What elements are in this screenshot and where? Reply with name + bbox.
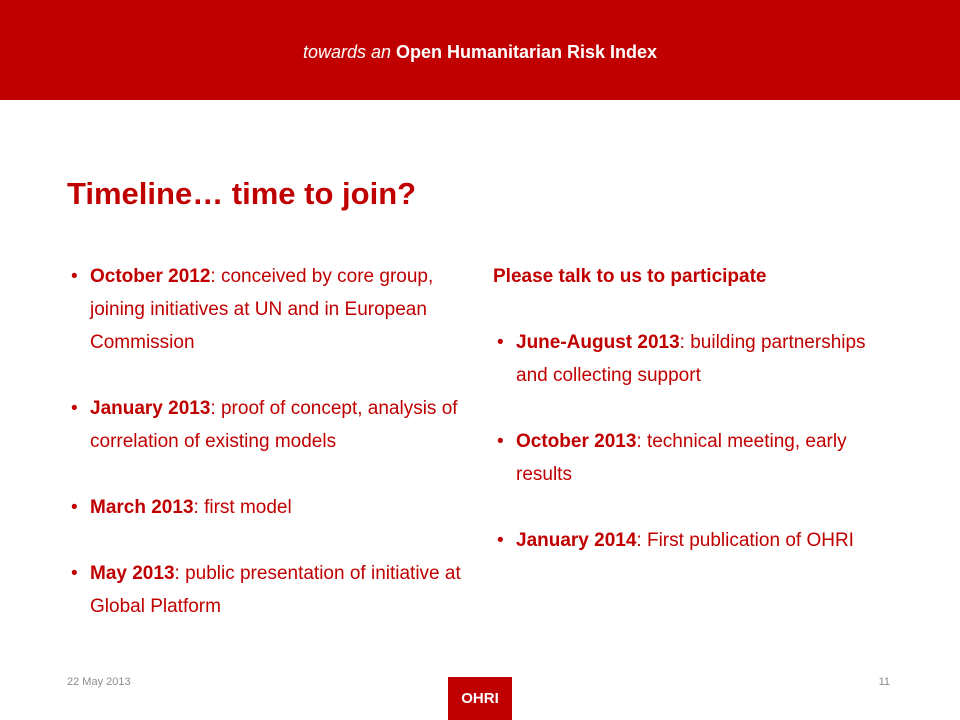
timeline-desc: : public presentation of initiative at Global Platform: [90, 563, 461, 617]
timeline-desc: : First publication of OHRI: [636, 530, 854, 551]
participation-callout: Please talk to us to participate: [493, 266, 767, 287]
timeline-date: October 2013: [516, 431, 637, 452]
timeline-date: January 2014: [516, 530, 637, 551]
bullet-dot-icon: •: [71, 398, 78, 419]
timeline-date: June-August 2013: [516, 332, 680, 353]
timeline-item: [67, 392, 467, 458]
timeline-right-column: [493, 260, 893, 590]
timeline-item: [493, 425, 893, 491]
timeline-item: [493, 524, 893, 557]
page-number: 11: [878, 676, 890, 688]
timeline-desc: : technical meeting, early results: [516, 431, 847, 485]
timeline-desc: : proof of concept, analysis of correlation of existing models: [90, 398, 458, 452]
header-prefix: towards an: [302, 42, 391, 62]
bullet-dot-icon: •: [71, 497, 78, 518]
timeline-item: [67, 491, 467, 524]
timeline-date: January 2013: [90, 398, 211, 419]
timeline-item: [493, 326, 893, 392]
presentation-title: [0, 40, 960, 64]
bullet-dot-icon: •: [497, 332, 504, 353]
slide-title: Timeline… time to join?: [67, 176, 417, 211]
timeline-date: March 2013: [90, 497, 194, 518]
timeline-desc: : building partnerships and collecting support: [516, 332, 866, 386]
header-title: Open Humanitarian Risk Index: [396, 42, 658, 62]
ohri-logo: OHRI: [448, 677, 512, 720]
timeline-desc: : conceived by core group, joining initiatives at UN and in European Commission: [90, 266, 434, 353]
bullet-dot-icon: •: [71, 563, 78, 584]
timeline-item: [67, 557, 467, 623]
timeline-item: [67, 260, 467, 359]
bullet-dot-icon: •: [497, 530, 504, 551]
bullet-dot-icon: •: [71, 266, 78, 287]
timeline-desc: : first model: [193, 497, 292, 518]
timeline-date: May 2013: [90, 563, 175, 584]
header-banner: [0, 0, 960, 100]
bullet-dot-icon: •: [497, 431, 504, 452]
timeline-left-column: [67, 260, 467, 656]
timeline-date: October 2012: [90, 266, 211, 287]
footer-date: 22 May 2013: [67, 676, 131, 688]
